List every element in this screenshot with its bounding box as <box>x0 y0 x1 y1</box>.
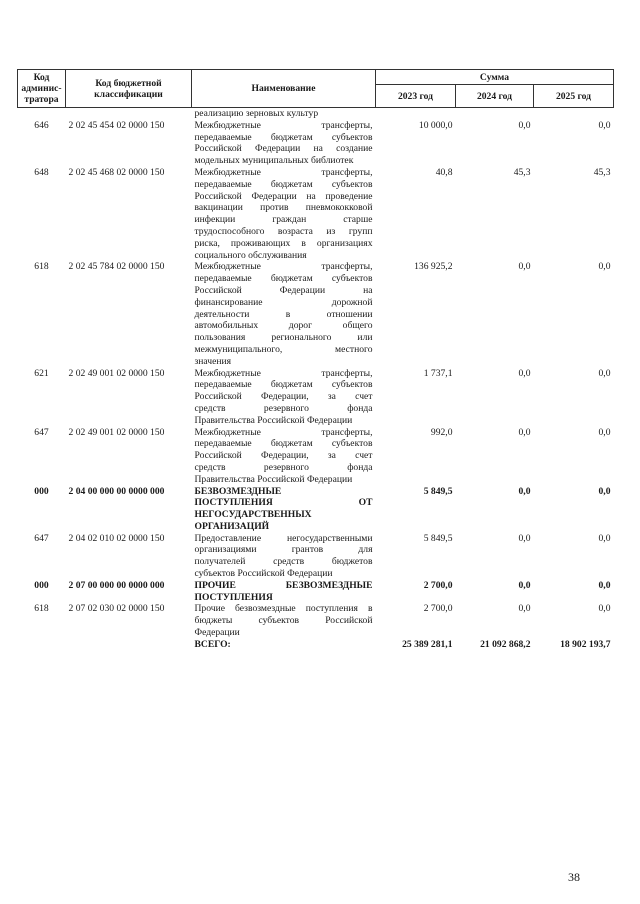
amount-2025-cell: 0,0 <box>598 485 611 497</box>
amount-2025-cell: 0,0 <box>598 367 611 379</box>
budget-code-cell: 2 02 45 784 02 0000 150 <box>68 261 165 273</box>
name-line: модельных муниципальных библиотек <box>194 155 354 167</box>
name-line: передаваемые бюджетам субъектов <box>194 273 373 285</box>
amount-2024-cell: 0,0 <box>518 579 531 591</box>
amount-2025-cell: 0,0 <box>598 426 611 438</box>
admin-code-cell: 000 <box>34 579 49 591</box>
amount-2023-cell: 992,0 <box>430 426 453 438</box>
table-header <box>18 70 614 108</box>
amount-2025-cell: 0,0 <box>598 261 611 273</box>
amount-2024-cell <box>456 108 534 120</box>
header-budget-code: Код бюджетной классификации <box>66 70 192 108</box>
amount-2023-cell: 2 700,0 <box>423 603 453 615</box>
amount-2024-cell: 0,0 <box>518 603 531 615</box>
total-2023: 25 389 281,1 <box>402 638 453 650</box>
name-line: передаваемые бюджетам субъектов <box>194 178 373 190</box>
table-total <box>18 639 614 651</box>
table-row <box>18 486 614 533</box>
total-2024: 21 092 868,2 <box>480 638 531 650</box>
admin-code-cell: 000 <box>34 485 49 497</box>
amount-2023-cell: 5 849,5 <box>423 532 453 544</box>
budget-code-cell: 2 04 02 010 02 0000 150 <box>68 532 165 544</box>
budget-code-cell <box>66 108 192 120</box>
total-row <box>18 639 614 651</box>
table-row <box>18 533 614 580</box>
admin-code-cell: 647 <box>34 426 49 438</box>
name-line: Прочие безвозмездные поступления в <box>194 603 373 615</box>
total-2025: 18 902 193,7 <box>560 638 611 650</box>
admin-code-cell: 648 <box>34 166 49 178</box>
amount-2023-cell: 5 849,5 <box>423 485 453 497</box>
amount-2024-cell: 0,0 <box>518 426 531 438</box>
amount-2023-cell: 10 000,0 <box>418 119 453 131</box>
name-line: субъектов Российской Федерации <box>194 568 333 580</box>
name-line: межмуниципального, местного <box>194 343 373 355</box>
table-body <box>18 108 614 639</box>
name-line: деятельности в отношении <box>194 308 373 320</box>
name-line: социального обслуживания <box>194 249 307 261</box>
name-line: организациями грантов для <box>194 544 373 556</box>
name-line: Российской Федерации на <box>194 284 373 296</box>
name-line: Российской Федерации на создание <box>194 143 373 155</box>
table-row <box>18 108 614 120</box>
amount-2025-cell: 0,0 <box>598 579 611 591</box>
name-line: Правительства Российской Федерации <box>194 414 353 426</box>
name-cell <box>192 167 376 261</box>
admin-code-cell: 621 <box>34 367 49 379</box>
amount-2025-cell: 0,0 <box>598 119 611 131</box>
table-row <box>18 120 614 167</box>
budget-code-cell: 2 07 02 030 02 0000 150 <box>68 603 165 615</box>
name-line: Предоставление негосударственными <box>194 532 373 544</box>
name-line: Межбюджетные трансферты, <box>194 166 373 178</box>
name-line: Федерации <box>194 627 240 639</box>
amount-2025-cell: 0,0 <box>598 532 611 544</box>
admin-code-cell: 646 <box>34 119 49 131</box>
table-row <box>18 427 614 486</box>
amount-2023-cell: 2 700,0 <box>423 579 453 591</box>
name-line: Российской Федерации, за счет <box>194 450 373 462</box>
name-line: НЕГОСУДАРСТВЕННЫХ <box>194 509 312 521</box>
name-line: передаваемые бюджетам субъектов <box>194 438 373 450</box>
header-year-2023: 2023 год <box>376 85 456 108</box>
amount-2024-cell: 0,0 <box>518 485 531 497</box>
name-line: получателей средств бюджетов <box>194 556 373 568</box>
name-cell <box>192 427 376 486</box>
amount-2023-cell: 136 925,2 <box>414 261 453 273</box>
header-sum: Сумма <box>376 70 614 85</box>
name-line: значения <box>194 355 232 367</box>
name-line: трудоспособного возраста из групп <box>194 225 373 237</box>
name-line: ПОСТУПЛЕНИЯ <box>194 591 273 603</box>
name-line: Межбюджетные трансферты, <box>194 119 373 131</box>
name-line: БЕЗВОЗМЕЗДНЫЕ <box>194 485 282 497</box>
header-year-2024: 2024 год <box>456 85 534 108</box>
name-line: инфекции граждан старше <box>194 214 373 226</box>
name-line: ОРГАНИЗАЦИЙ <box>194 520 270 532</box>
name-line: реализацию зерновых культур <box>194 108 319 119</box>
budget-code-cell: 2 02 49 001 02 0000 150 <box>68 367 165 379</box>
amount-2023-cell: 1 737,1 <box>423 367 453 379</box>
amount-2023-cell <box>376 108 456 120</box>
name-line: Российской Федерации на проведение <box>194 190 373 202</box>
name-line: риска, проживающих в организациях <box>194 237 373 249</box>
name-line: ПРОЧИЕ БЕЗВОЗМЕЗДНЫЕ <box>194 579 373 591</box>
budget-code-cell: 2 02 45 454 02 0000 150 <box>68 119 165 131</box>
header-year-2025: 2025 год <box>534 85 614 108</box>
budget-code-cell: 2 04 00 000 00 0000 000 <box>68 485 165 497</box>
page-number: 38 <box>568 870 580 884</box>
name-cell <box>192 261 376 367</box>
name-cell <box>192 603 376 638</box>
amount-2024-cell: 0,0 <box>518 367 531 379</box>
name-line: передаваемые бюджетам субъектов <box>194 379 373 391</box>
amount-2025-cell: 45,3 <box>593 166 611 178</box>
budget-code-cell: 2 02 49 001 02 0000 150 <box>68 426 165 438</box>
name-line: Межбюджетные трансферты, <box>194 367 373 379</box>
amount-2024-cell: 0,0 <box>518 261 531 273</box>
name-cell <box>192 368 376 427</box>
total-label: ВСЕГО: <box>194 638 231 650</box>
amount-2023-cell: 40,8 <box>435 166 453 178</box>
name-line: передаваемые бюджетам субъектов <box>194 131 373 143</box>
name-line: средств резервного фонда <box>194 402 373 414</box>
name-line: пользования регионального или <box>194 332 373 344</box>
name-line: финансирование дорожной <box>194 296 373 308</box>
name-line: автомобильных дорог общего <box>194 320 373 332</box>
name-line: Правительства Российской Федерации <box>194 473 353 485</box>
admin-code-cell: 647 <box>34 532 49 544</box>
budget-code-cell: 2 07 00 000 00 0000 000 <box>68 579 165 591</box>
name-cell <box>192 120 376 167</box>
budget-revenue-table <box>17 69 614 651</box>
name-cell <box>192 486 376 533</box>
amount-2024-cell: 0,0 <box>518 532 531 544</box>
name-line: средств резервного фонда <box>194 461 373 473</box>
name-line: Межбюджетные трансферты, <box>194 426 373 438</box>
table-row <box>18 603 614 638</box>
name-cell <box>192 108 376 120</box>
amount-2025-cell: 0,0 <box>598 603 611 615</box>
budget-code-cell: 2 02 45 468 02 0000 150 <box>68 166 165 178</box>
table-row <box>18 167 614 261</box>
table-row <box>18 580 614 604</box>
total-code-cell <box>66 639 192 651</box>
table-row <box>18 261 614 367</box>
header-admin-code: Код администратора <box>18 70 66 108</box>
name-line: вакцинации против пневмококковой <box>194 202 373 214</box>
name-line: ПОСТУПЛЕНИЯ ОТ <box>194 497 373 509</box>
name-line: Межбюджетные трансферты, <box>194 261 373 273</box>
name-line: Российской Федерации, за счет <box>194 391 373 403</box>
name-cell <box>192 580 376 604</box>
name-line: бюджеты субъектов Российской <box>194 615 373 627</box>
table-row <box>18 368 614 427</box>
amount-2024-cell: 45,3 <box>513 166 531 178</box>
amount-2025-cell <box>534 108 614 120</box>
total-admin-cell <box>18 639 66 651</box>
header-name: Наименование <box>192 70 376 108</box>
name-cell <box>192 533 376 580</box>
admin-code-cell: 618 <box>34 603 49 615</box>
admin-code-cell: 618 <box>34 261 49 273</box>
amount-2024-cell: 0,0 <box>518 119 531 131</box>
admin-code-cell <box>18 108 66 120</box>
